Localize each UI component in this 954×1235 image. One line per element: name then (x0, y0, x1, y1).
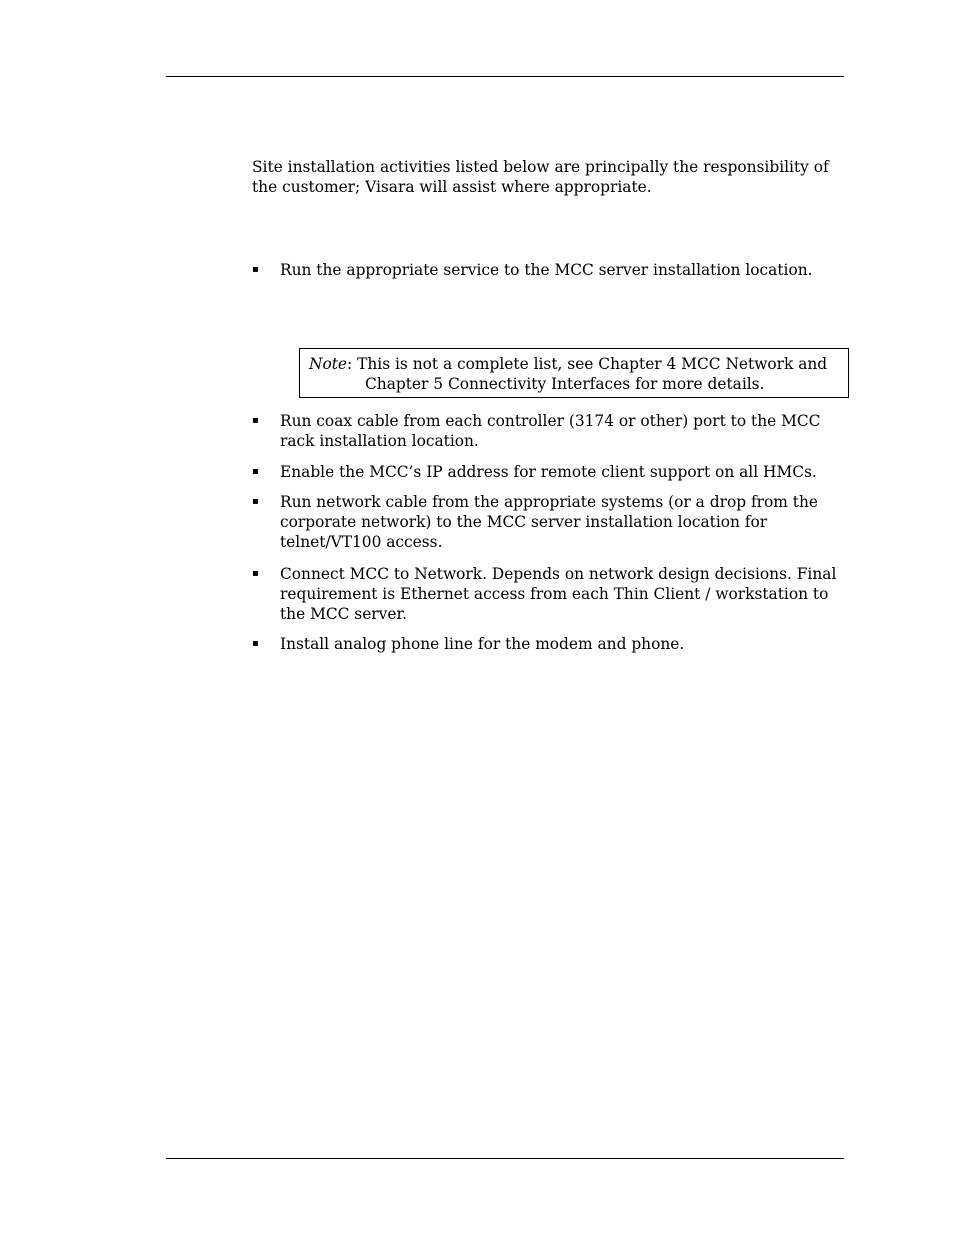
list-item-text: Connect MCC to Network. Depends on network design decisions. Final requirement is Ethernet access from each Thin Client / workstation to the MCC server. (280, 565, 837, 623)
bullet-icon: ▪ (252, 568, 259, 579)
list-item-phone-line (252, 634, 844, 654)
list-item-text: Run network cable from the appropriate systems (or a drop from the corporate network) to the MCC server installation location for telnet/VT100 access. (280, 493, 818, 551)
bullet-icon: ▪ (252, 466, 259, 477)
footer-rule (166, 1158, 844, 1159)
list-item-text: Install analog phone line for the modem and phone. (280, 635, 685, 653)
list-item-connect-network (252, 564, 844, 624)
note-line-2: Chapter 5 Connectivity Interfaces for more details. (365, 375, 765, 393)
list-item-ip-address (252, 462, 844, 482)
bullet-icon: ▪ (252, 415, 259, 426)
bullet-icon: ▪ (252, 496, 259, 507)
note-line-1 (309, 354, 827, 374)
header-rule (166, 76, 844, 77)
bullet-icon: ▪ (252, 264, 259, 275)
note-label: Note (309, 355, 348, 373)
list-item-text: Run coax cable from each controller (3174 or other) port to the MCC rack installation location. (280, 412, 821, 450)
intro-paragraph: Site installation activities listed below are principally the responsibility of the customer; Visara will assist where appropriate. (252, 158, 829, 196)
list-item-text: Enable the MCC’s IP address for remote client support on all HMCs. (280, 463, 817, 481)
list-item-text: Run the appropriate service to the MCC server installation location. (280, 261, 813, 279)
bullet-icon: ▪ (252, 638, 259, 649)
list-item-service (252, 260, 844, 280)
list-item-coax (252, 411, 844, 451)
note-box (299, 348, 849, 398)
note-text-1: : This is not a complete list, see Chapter 4 MCC Network and (347, 355, 828, 373)
list-item-network-cable (252, 492, 844, 552)
